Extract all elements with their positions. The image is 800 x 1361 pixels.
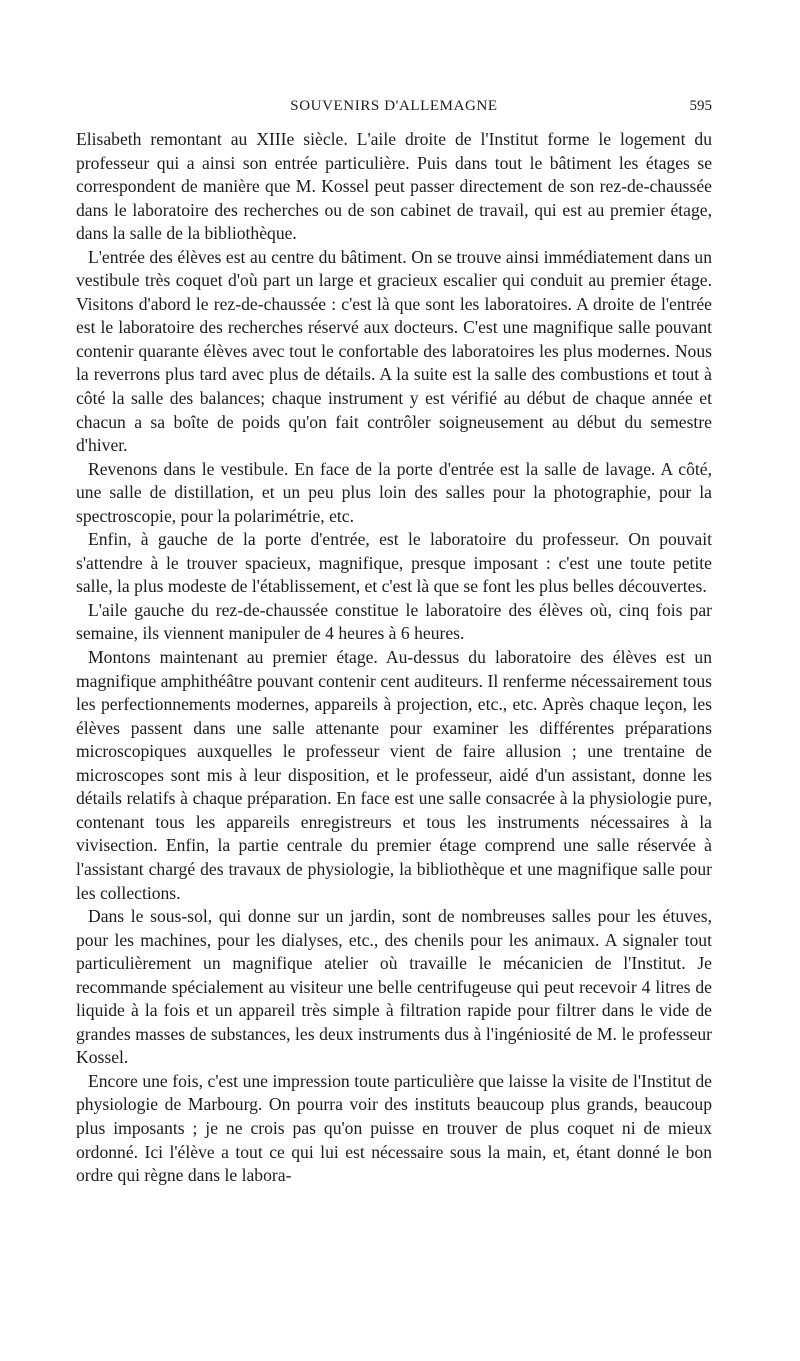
paragraph: Revenons dans le vestibule. En face de la porte d'entrée est la salle de lavage. A côté, une salle de distillation, et un peu plus loin des salles pour la photographie, pour la spectroscopie, pour la polarimétrie, etc. — [76, 458, 712, 526]
paragraph: Montons maintenant au premier étage. Au-dessus du laboratoire des élèves est un magnifique amphithéâtre pouvant contenir cent auditeurs. Il renferme nécessairement tous les perfectionnements modernes, appareils à projection, etc., etc. Après chaque leçon, les élèves passent dans une salle attenante pour examiner les différentes préparations microscopiques auxquelles le professeur vient de faire allusion ; une trentaine de microscopes sont mis à leur disposition, et le professeur, aidé d'un assistant, donne les détails relatifs à chaque préparation. En face est une salle consacrée à la physiologie pure, contenant tous les appareils enregistreurs et tous les instruments nécessaires à la vivisection. Enfin, la partie centrale du premier étage comprend une salle réservée à l'assistant chargé des travaux de physiologie, la bibliothèque et une magnifique salle pour les collections. — [76, 647, 712, 903]
paragraph: Enfin, à gauche de la porte d'entrée, est le laboratoire du professeur. On pouvait s'attendre à le trouver spacieux, magnifique, presque imposant : c'est une toute petite salle, la plus modeste de l'établissement, et c'est là que se font les plus belles découvertes. — [76, 529, 712, 597]
body-text — [76, 128, 712, 1188]
paragraph: Dans le sous-sol, qui donne sur un jardin, sont de nombreuses salles pour les étuves, pour les machines, pour les dialyses, etc., des chenils pour les animaux. A signaler tout particulièrement un magnifique atelier où travaille le mécanicien de l'Institut. Je recommande spécialement au visiteur une belle centrifugeuse qui peut recevoir 4 litres de liquide à la fois et un appareil très simple à filtration rapide pour filtrer dans le vide de grandes masses de substances, les deux instruments dus à l'ingéniosité de M. le professeur Kossel. — [76, 906, 712, 1068]
book-page — [76, 98, 712, 1188]
page-number: 595 — [689, 98, 712, 114]
paragraph: Elisabeth remontant au XIIIe siècle. L'aile droite de l'Institut forme le logement du professeur qui a ainsi son entrée particulière. Puis dans tout le bâtiment les étages se correspondent de manière que M. Kossel peut passer directement de son rez-de-chaussée dans le laboratoire des recherches ou de son cabinet de travail, qui est au premier étage, dans la salle de la bibliothèque. — [76, 129, 712, 244]
running-head — [76, 98, 712, 122]
running-title: SOUVENIRS D'ALLEMAGNE — [290, 98, 498, 114]
paragraph: L'aile gauche du rez-de-chaussée constitue le laboratoire des élèves où, cinq fois par semaine, ils viennent manipuler de 4 heures à 6 heures. — [76, 599, 712, 644]
paragraph: Encore une fois, c'est une impression toute particulière que laisse la visite de l'Institut de physiologie de Marbourg. On pourra voir des instituts beaucoup plus grands, beaucoup plus imposants ; je ne crois pas qu'on puisse en trouver de plus coquet ni de mieux ordonné. Ici l'élève a tout ce qui lui est nécessaire sous la main, et, étant donné le bon ordre qui règne dans le labora- — [76, 1070, 712, 1186]
paragraph: L'entrée des élèves est au centre du bâtiment. On se trouve ainsi immédiatement dans un vestibule très coquet d'où part un large et gracieux escalier qui conduit au premier étage. Visitons d'abord le rez-de-chaussée : c'est là que sont les laboratoires. A droite de l'entrée est le laboratoire des recherches réservé aux docteurs. C'est une magnifique salle pouvant contenir quarante élèves avec tout le confortable des laboratoires les plus modernes. Nous la reverrons plus tard avec plus de détails. A la suite est la salle des combustions et tout à côté la salle des balances; chaque instrument y est vérifié au début de chaque année et chacun a sa boîte de poids qu'on fait contrôler soigneusement au début du semestre d'hiver. — [76, 246, 712, 456]
